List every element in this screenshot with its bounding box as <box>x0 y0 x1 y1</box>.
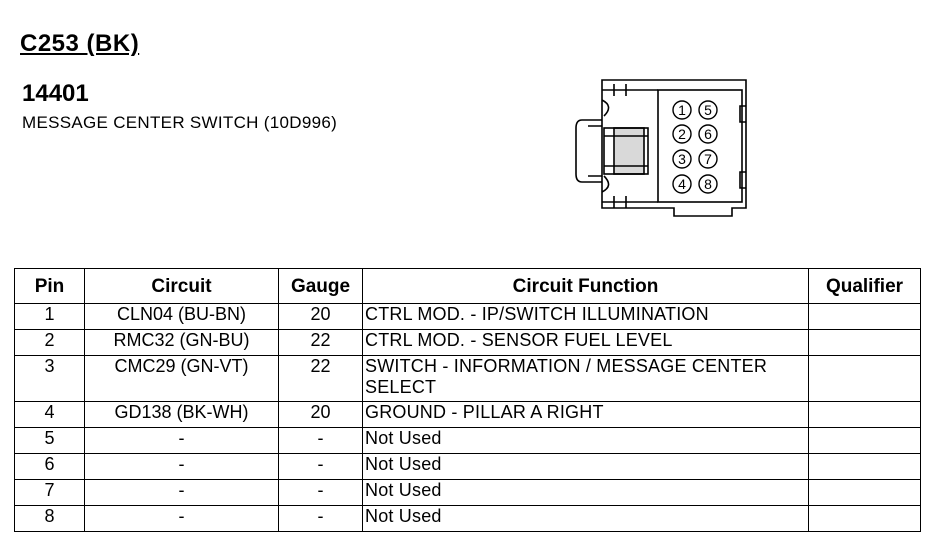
cell-qualifier <box>809 506 921 532</box>
table-row <box>15 506 921 532</box>
header-qualifier: Qualifier <box>809 269 921 304</box>
connector-face-diagram <box>574 76 754 220</box>
table-row <box>15 480 921 506</box>
pin-label-2: 2 <box>678 126 686 142</box>
cell-function: Not Used <box>363 480 809 506</box>
cell-gauge: - <box>279 454 363 480</box>
cell-function: SWITCH - INFORMATION / MESSAGE CENTER SELECT <box>363 356 809 402</box>
table-row <box>15 454 921 480</box>
header-pin: Pin <box>15 269 85 304</box>
cell-pin: 4 <box>15 402 85 428</box>
cell-pin: 3 <box>15 356 85 402</box>
cell-qualifier <box>809 330 921 356</box>
pin-label-3: 3 <box>678 151 686 167</box>
cell-pin: 7 <box>15 480 85 506</box>
cell-circuit: - <box>85 428 279 454</box>
header-gauge: Gauge <box>279 269 363 304</box>
cell-circuit: CMC29 (GN-VT) <box>85 356 279 402</box>
header-circuit-function: Circuit Function <box>363 269 809 304</box>
cell-pin: 5 <box>15 428 85 454</box>
cell-function: GROUND - PILLAR A RIGHT <box>363 402 809 428</box>
cell-gauge: 20 <box>279 402 363 428</box>
cell-circuit: - <box>85 480 279 506</box>
table-row <box>15 428 921 454</box>
cell-function: Not Used <box>363 428 809 454</box>
pin-label-8: 8 <box>704 176 712 192</box>
cell-circuit: - <box>85 454 279 480</box>
cell-pin: 8 <box>15 506 85 532</box>
cell-circuit: CLN04 (BU-BN) <box>85 304 279 330</box>
table-row <box>15 356 921 402</box>
cell-qualifier <box>809 304 921 330</box>
cell-circuit: GD138 (BK-WH) <box>85 402 279 428</box>
pin-label-1: 1 <box>678 102 686 118</box>
cell-function: Not Used <box>363 454 809 480</box>
table-row <box>15 330 921 356</box>
cell-qualifier <box>809 480 921 506</box>
table-row <box>15 304 921 330</box>
part-number: 14401 <box>22 80 89 107</box>
cell-function: CTRL MOD. - IP/SWITCH ILLUMINATION <box>363 304 809 330</box>
cell-qualifier <box>809 402 921 428</box>
cell-function: CTRL MOD. - SENSOR FUEL LEVEL <box>363 330 809 356</box>
component-description: MESSAGE CENTER SWITCH (10D996) <box>22 113 338 132</box>
table-header-row <box>15 269 921 304</box>
table-row <box>15 402 921 428</box>
cell-circuit: RMC32 (GN-BU) <box>85 330 279 356</box>
cell-qualifier <box>809 428 921 454</box>
cell-gauge: 20 <box>279 304 363 330</box>
cell-gauge: - <box>279 428 363 454</box>
cell-pin: 1 <box>15 304 85 330</box>
pinout-table <box>14 268 921 532</box>
pin-label-4: 4 <box>678 176 686 192</box>
header-circuit: Circuit <box>85 269 279 304</box>
cell-pin: 6 <box>15 454 85 480</box>
cell-gauge: 22 <box>279 330 363 356</box>
cell-gauge: - <box>279 506 363 532</box>
pin-label-7: 7 <box>704 151 712 167</box>
cell-circuit: - <box>85 506 279 532</box>
cell-qualifier <box>809 356 921 402</box>
pin-label-5: 5 <box>704 102 712 118</box>
cell-qualifier <box>809 454 921 480</box>
pin-label-6: 6 <box>704 126 712 142</box>
cell-gauge: - <box>279 480 363 506</box>
cell-pin: 2 <box>15 330 85 356</box>
cell-function: Not Used <box>363 506 809 532</box>
connector-title: C253 (BK) <box>20 30 140 57</box>
cell-gauge: 22 <box>279 356 363 402</box>
